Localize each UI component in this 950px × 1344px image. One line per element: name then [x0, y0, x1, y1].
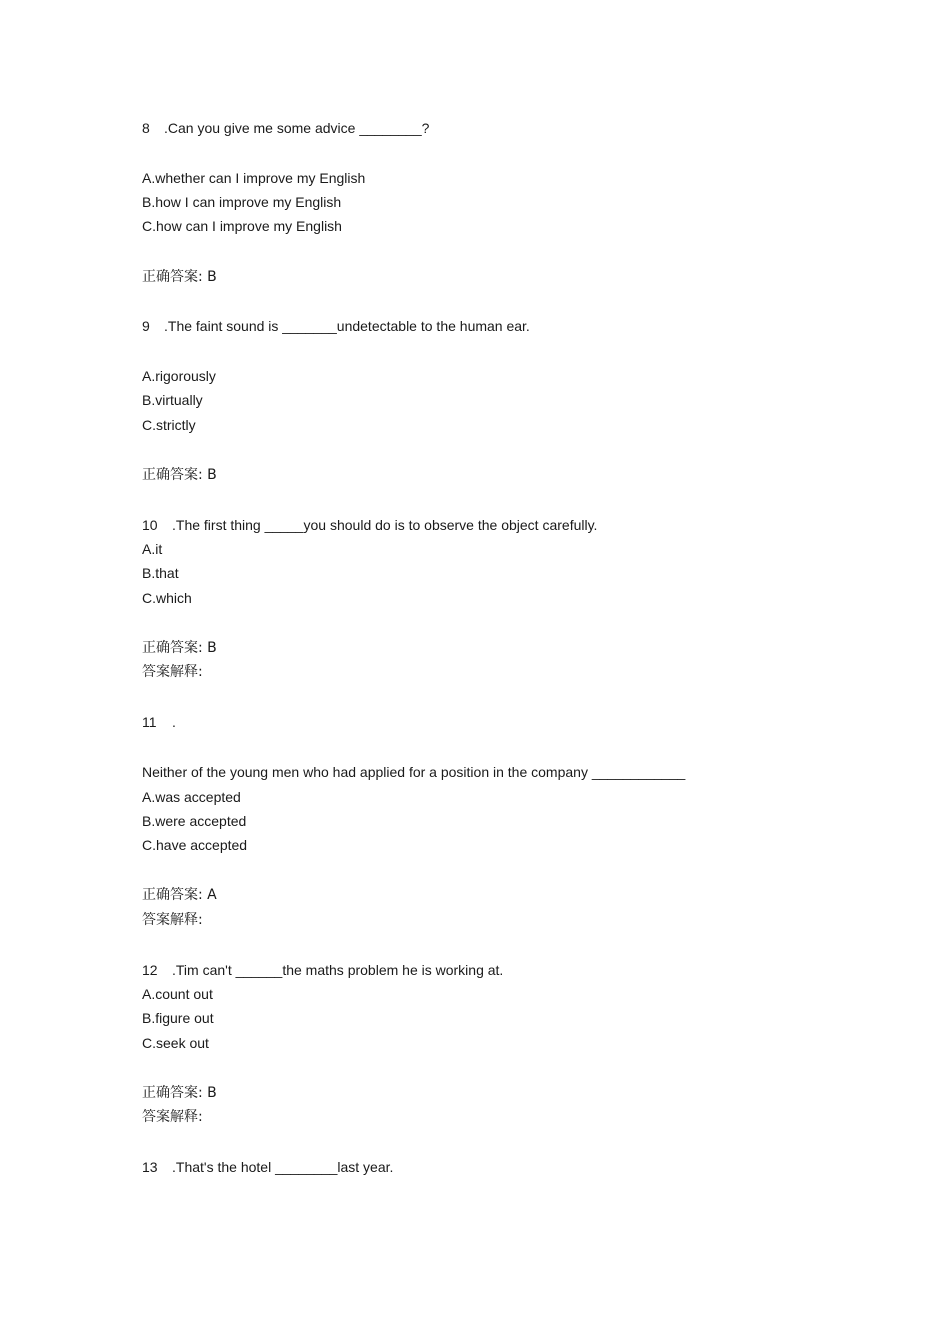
question-9-answer: 正确答案: B — [142, 467, 217, 483]
question-10-option-a: A.it — [142, 541, 163, 557]
question-9-option-b: B.virtually — [142, 392, 203, 408]
question-8-stem — [142, 118, 429, 138]
question-number: 9 — [142, 318, 150, 334]
question-10-explanation: 答案解释: — [142, 664, 203, 680]
question-9-option-c: C.strictly — [142, 417, 196, 433]
question-8-option-a: A.whether can I improve my English — [142, 170, 366, 186]
question-12-option-c: C.seek out — [142, 1035, 209, 1051]
question-12-explanation: 答案解释: — [142, 1109, 203, 1125]
question-number: 10 — [142, 517, 158, 533]
question-12-answer: 正确答案: B — [142, 1085, 217, 1101]
question-13-stem — [142, 1157, 393, 1177]
question-text: .The faint sound is _______undetectable to the human ear. — [164, 318, 530, 334]
question-11-option-a: A.was accepted — [142, 789, 241, 805]
question-10-stem — [142, 515, 597, 535]
question-text: . — [172, 714, 176, 730]
question-12-option-b: B.figure out — [142, 1010, 214, 1026]
question-11-option-b: B.were accepted — [142, 813, 247, 829]
question-11-explanation: 答案解释: — [142, 912, 203, 928]
question-12-option-a: A.count out — [142, 986, 213, 1002]
question-12-stem — [142, 960, 503, 980]
question-text: .The first thing _____you should do is to observe the object carefully. — [172, 517, 598, 533]
question-text: .Tim can't ______the maths problem he is working at. — [172, 962, 504, 978]
question-8-option-b: B.how I can improve my English — [142, 194, 342, 210]
question-text: .That's the hotel ________last year. — [172, 1159, 394, 1175]
question-text: .Can you give me some advice ________? — [164, 120, 430, 136]
question-10-option-b: B.that — [142, 565, 179, 581]
question-10-answer: 正确答案: B — [142, 640, 217, 656]
question-number: 12 — [142, 962, 158, 978]
question-number: 8 — [142, 120, 150, 136]
question-9-stem — [142, 316, 530, 336]
question-number: 11 — [142, 714, 157, 730]
question-11-stem — [142, 712, 176, 732]
question-11-text: Neither of the young men who had applied for a position in the company ____________ — [142, 764, 686, 780]
question-8-option-c: C.how can I improve my English — [142, 218, 342, 234]
question-number: 13 — [142, 1159, 158, 1175]
question-10-option-c: C.which — [142, 590, 192, 606]
question-11-option-c: C.have accepted — [142, 837, 248, 853]
question-8-answer: 正确答案: B — [142, 269, 217, 285]
question-11-answer: 正确答案: A — [142, 887, 217, 903]
question-9-option-a: A.rigorously — [142, 368, 216, 384]
